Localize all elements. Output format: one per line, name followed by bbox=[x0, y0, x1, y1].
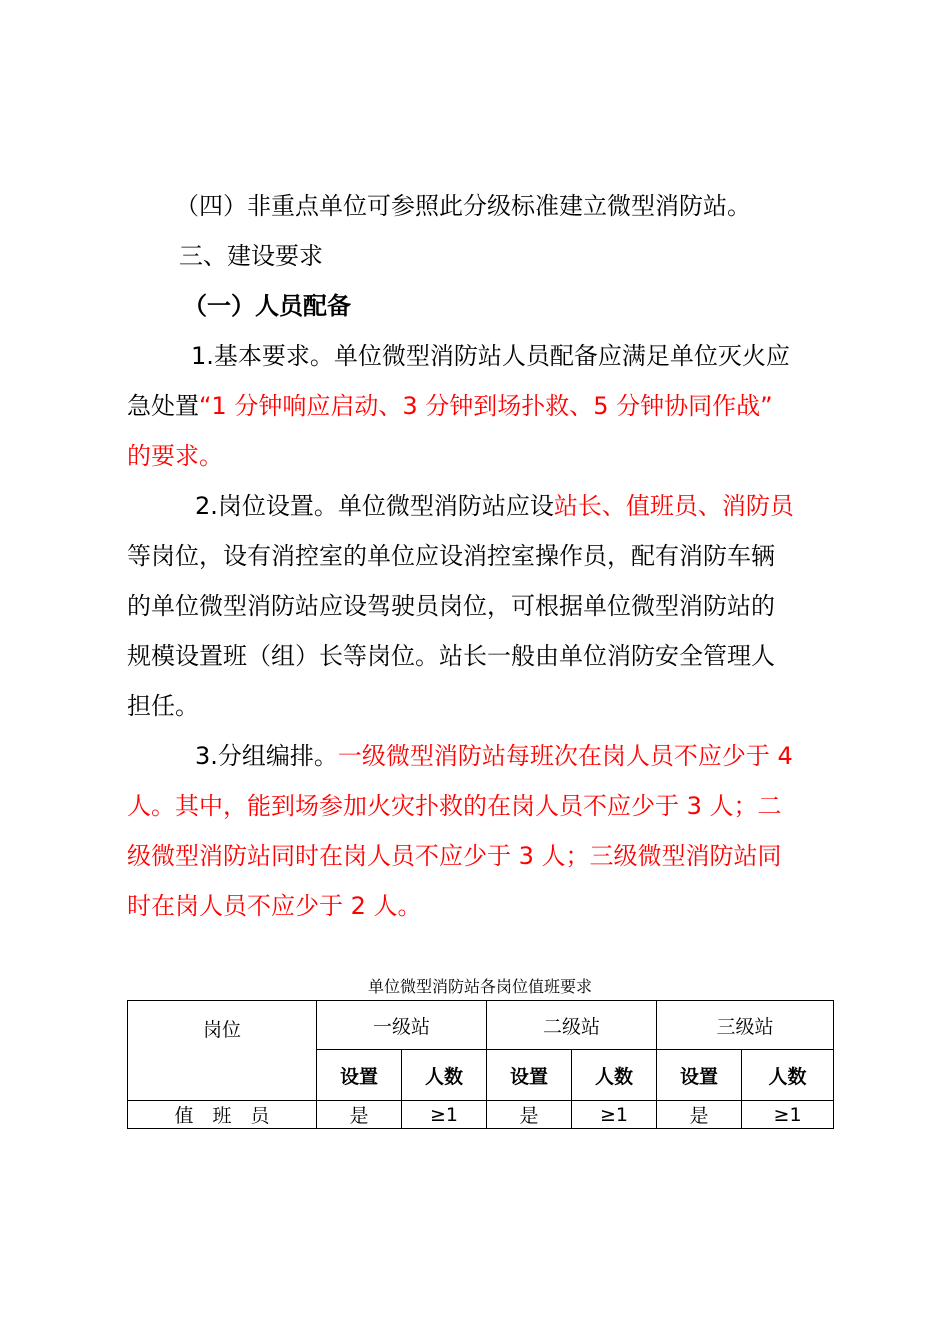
section-heading-construction-requirements: 三、建设要求 bbox=[179, 242, 323, 270]
cell-value: ≥1 bbox=[572, 1101, 657, 1129]
post-list-highlight: 站长、值班员、消防员 bbox=[553, 492, 794, 520]
grouping-line-2: 人。其中，能到场参加火灾扑救的在岗人员不应少于 3 人；二 bbox=[127, 792, 782, 820]
response-time-highlight: “1 分钟响应启动、3 分钟到场扑救、5 分钟协同作战” bbox=[199, 392, 773, 420]
table-header-row bbox=[128, 1001, 834, 1050]
grouping-text: 3.分组编排。 bbox=[195, 742, 338, 770]
grouping-line-3: 级微型消防站同时在岗人员不应少于 3 人；三级微型消防站同 bbox=[127, 842, 782, 870]
header-level-3: 三级站 bbox=[657, 1001, 834, 1050]
table-caption: 单位微型消防站各岗位值班要求 bbox=[367, 977, 592, 996]
subheader-setting: 设置 bbox=[657, 1050, 742, 1101]
grouping-line-4: 时在岗人员不应少于 2 人。 bbox=[127, 892, 422, 920]
header-level-1: 一级站 bbox=[317, 1001, 487, 1050]
post-setting-line-3: 的单位微型消防站应设驾驶员岗位，可根据单位微型消防站的 bbox=[127, 592, 775, 620]
cell-value: 是 bbox=[657, 1101, 742, 1129]
subheader-count: 人数 bbox=[572, 1050, 657, 1101]
basic-requirements-line-1: 1.基本要求。单位微型消防站人员配备应满足单位灭火应 bbox=[191, 342, 790, 370]
grouping-line-1 bbox=[127, 731, 833, 781]
cell-value: ≥1 bbox=[742, 1101, 834, 1129]
post-setting-line-2: 等岗位，设有消控室的单位应设消控室操作员，配有消防车辆 bbox=[127, 542, 775, 570]
subheader-count: 人数 bbox=[402, 1050, 487, 1101]
basic-requirements-text: 急处置 bbox=[127, 392, 199, 420]
document-body bbox=[127, 181, 833, 931]
grouping-highlight: 一级微型消防站每班次在岗人员不应少于 4 bbox=[337, 742, 793, 770]
cell-value: 是 bbox=[317, 1101, 402, 1129]
duty-requirements-table bbox=[127, 1000, 834, 1129]
table-row bbox=[128, 1101, 834, 1129]
basic-requirements-line-3: 的要求。 bbox=[127, 442, 223, 470]
post-setting-line-4: 规模设置班（组）长等岗位。站长一般由单位消防安全管理人 bbox=[127, 642, 775, 670]
post-setting-text: 2.岗位设置。单位微型消防站应设 bbox=[195, 492, 554, 520]
subsection-heading-staffing: （一）人员配备 bbox=[183, 292, 351, 320]
post-setting-line-5: 担任。 bbox=[127, 692, 199, 720]
subheader-setting: 设置 bbox=[317, 1050, 402, 1101]
header-level-2: 二级站 bbox=[487, 1001, 657, 1050]
row-post: 值 班 员 bbox=[128, 1101, 317, 1129]
paragraph-non-key-units: （四）非重点单位可参照此分级标准建立微型消防站。 bbox=[175, 192, 751, 220]
subheader-setting: 设置 bbox=[487, 1050, 572, 1101]
header-post: 岗位 bbox=[128, 1001, 317, 1101]
cell-value: 是 bbox=[487, 1101, 572, 1129]
subheader-count: 人数 bbox=[742, 1050, 834, 1101]
post-setting-line-1 bbox=[127, 481, 833, 531]
cell-value: ≥1 bbox=[402, 1101, 487, 1129]
basic-requirements-line-2 bbox=[127, 381, 833, 431]
